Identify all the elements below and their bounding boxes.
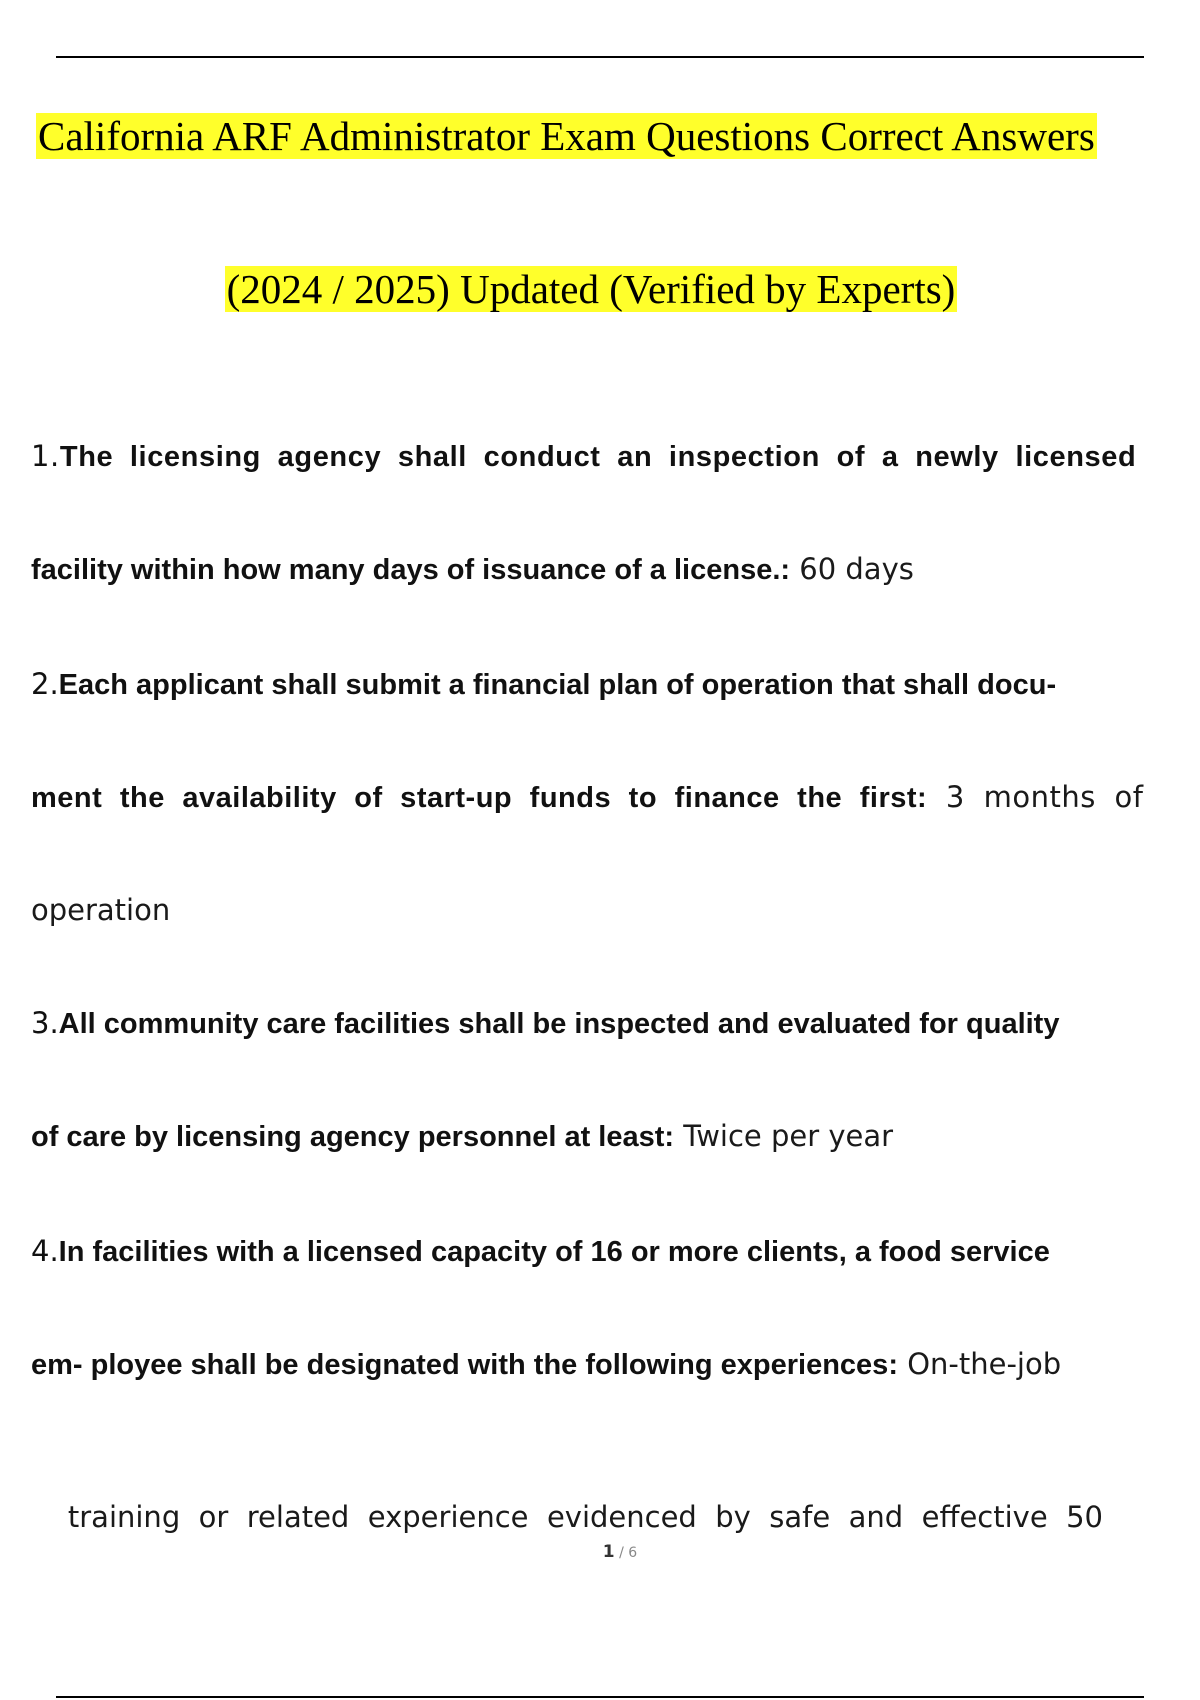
question-4-line-2 — [31, 1344, 1061, 1384]
question-4-number: 4. — [31, 1234, 59, 1268]
question-3-number: 3. — [31, 1006, 59, 1040]
question-4-text: In facilities with a licensed capacity of 16 or more clients, a food service — [58, 1236, 1050, 1268]
question-4-answer-cont: training or related experience evidenced by safe and effective 50 — [67, 1500, 1104, 1534]
document-title-line-1: California ARF Administrator Exam Questions Correct Answers — [38, 113, 1095, 159]
question-2-text: Each applicant shall submit a financial plan of operation that shall docu- — [58, 669, 1057, 701]
question-1-number: 1. — [31, 439, 60, 473]
question-3-line-1 — [31, 1003, 1059, 1043]
question-1-answer: 60 days — [790, 552, 914, 586]
question-1-line-2 — [31, 549, 914, 589]
question-3-line-2 — [31, 1116, 893, 1156]
question-2-number: 2. — [31, 667, 59, 701]
question-2-answer-cont: operation — [31, 893, 171, 927]
question-2-answer: 3 months of — [927, 780, 1144, 814]
question-4-text-cont: em- ployee shall be designated with the following experiences: — [31, 1349, 898, 1381]
question-2-line-2 — [31, 777, 1143, 817]
question-2-text-cont: ment the availability of start-up funds to finance the first: — [31, 782, 928, 814]
question-3-answer: Twice per year — [674, 1119, 894, 1153]
top-rule — [56, 56, 1144, 58]
question-3-text: All community care facilities shall be inspected and evaluated for quality — [58, 1008, 1060, 1040]
page-indicator — [0, 1542, 1200, 1562]
question-2-line-3 — [31, 890, 170, 930]
question-2-line-1 — [31, 664, 1056, 704]
question-4-line-1 — [31, 1231, 1050, 1271]
document-title-line-2: (2024 / 2025) Updated (Verified by Experts) — [226, 266, 956, 312]
question-1-line-1 — [31, 436, 1136, 476]
total-pages: 6 — [628, 1545, 638, 1561]
question-1-text-cont: facility within how many days of issuance of a license.: — [31, 554, 791, 586]
current-page-number: 1 — [602, 1542, 615, 1562]
question-4-answer: On-the-job — [897, 1347, 1062, 1381]
question-4-line-3 — [31, 1457, 1104, 1534]
question-1-text: The licensing agency shall conduct an inspection of a newly licensed — [59, 441, 1137, 473]
bottom-rule — [56, 1696, 1144, 1698]
page-separator: / — [614, 1545, 629, 1561]
question-3-text-cont: of care by licensing agency personnel at least: — [31, 1121, 675, 1153]
